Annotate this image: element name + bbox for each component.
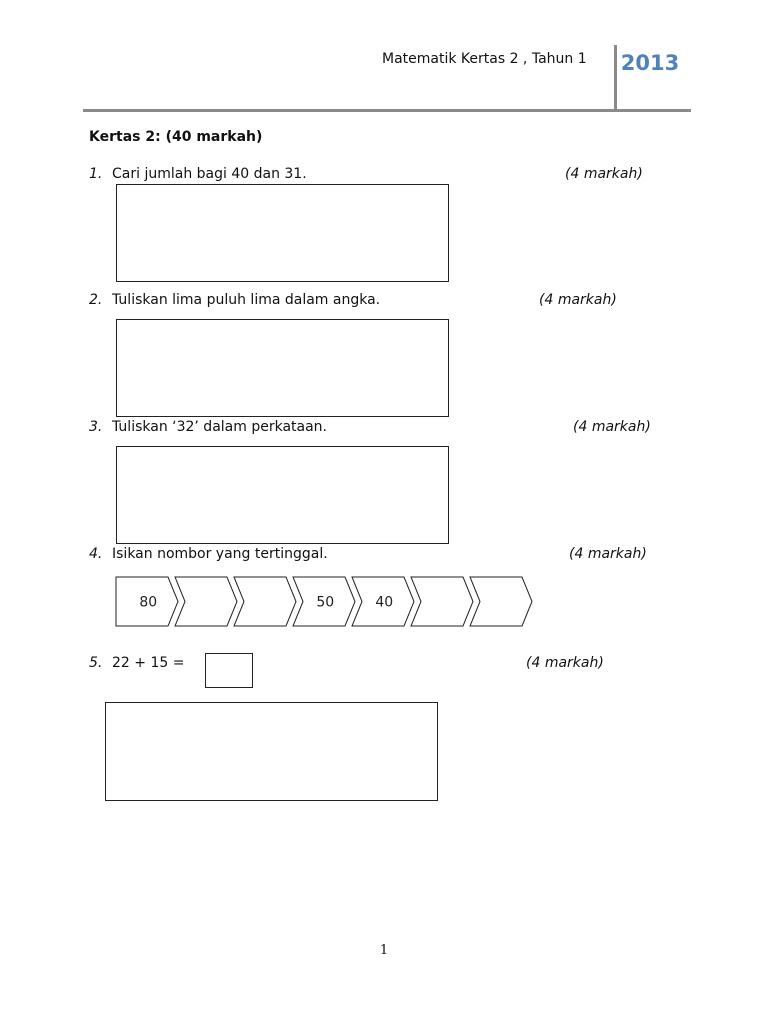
- sequence-value-5: 40: [375, 594, 394, 611]
- question-4-text: Isikan nombor yang tertinggal.: [112, 546, 328, 562]
- question-4-number: 4.: [89, 546, 103, 562]
- question-5-marks: (4 markah): [526, 655, 604, 671]
- question-5-text: 22 + 15 =: [112, 655, 185, 671]
- sequence-arrow-6[interactable]: [411, 577, 473, 626]
- question-3-number: 3.: [89, 419, 103, 435]
- question-2-marks: (4 markah): [539, 292, 617, 308]
- question-4-marks: (4 markah): [569, 546, 647, 562]
- question-2-number: 2.: [89, 292, 103, 308]
- header-divider-vertical: [614, 45, 617, 110]
- question-3-marks: (4 markah): [573, 419, 651, 435]
- sequence-value-1: 80: [139, 594, 158, 611]
- sequence-arrow-3[interactable]: [234, 577, 296, 626]
- sequence-arrow-7[interactable]: [470, 577, 532, 626]
- question-5-number: 5.: [89, 655, 103, 671]
- number-sequence-arrows: [112, 572, 537, 632]
- header-title: Matematik Kertas 2 , Tahun 1: [382, 51, 587, 67]
- header-year: 2013: [620, 51, 680, 75]
- question-1-marks: (4 markah): [565, 166, 643, 182]
- question-1-answer-box[interactable]: [116, 184, 449, 282]
- sequence-value-4: 50: [316, 594, 335, 611]
- section-title: Kertas 2: (40 markah): [89, 129, 263, 145]
- question-1-number: 1.: [89, 166, 103, 182]
- question-2-answer-box[interactable]: [116, 319, 449, 417]
- question-5-working-box[interactable]: [105, 702, 438, 801]
- question-3-text: Tuliskan ‘32’ dalam perkataan.: [112, 419, 327, 435]
- page-number: 1: [379, 943, 389, 958]
- sequence-arrow-2[interactable]: [175, 577, 237, 626]
- header-divider-horizontal: [83, 109, 691, 112]
- question-2-text: Tuliskan lima puluh lima dalam angka.: [112, 292, 381, 308]
- question-3-answer-box[interactable]: [116, 446, 449, 544]
- question-5-result-box[interactable]: [205, 653, 253, 688]
- question-1-text: Cari jumlah bagi 40 dan 31.: [112, 166, 307, 182]
